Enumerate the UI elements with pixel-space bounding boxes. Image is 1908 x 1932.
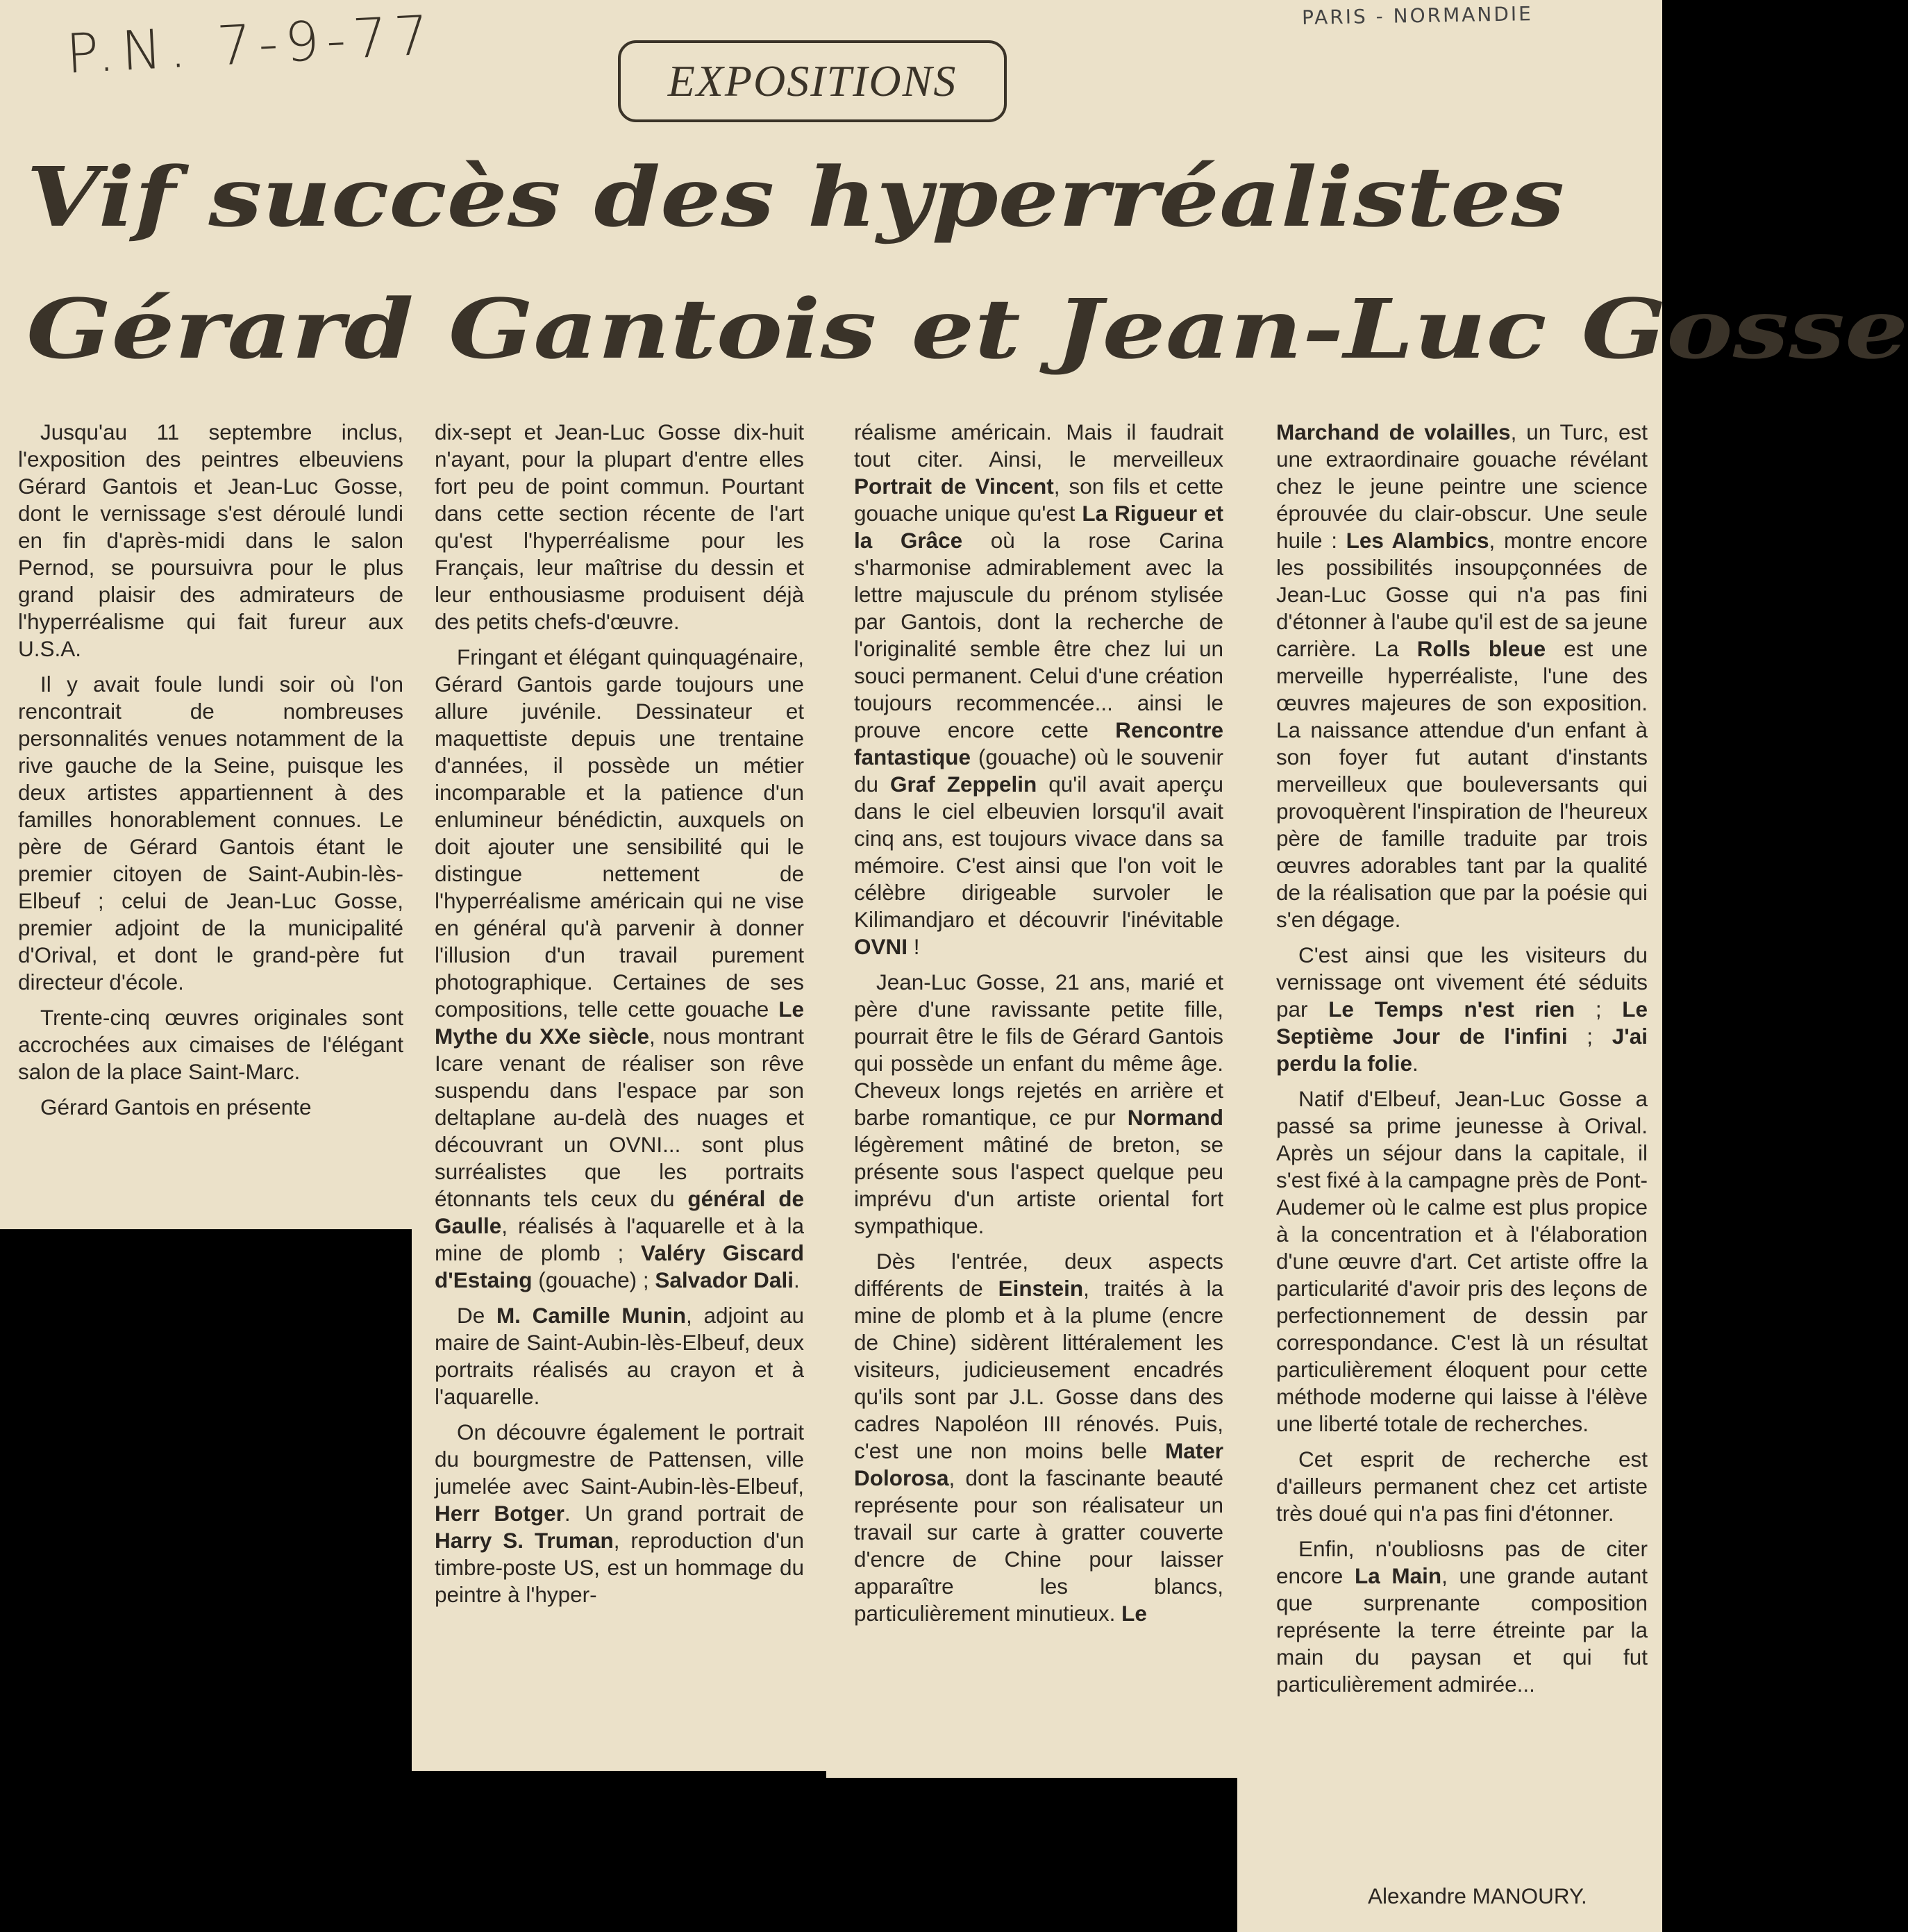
paragraph-text: , une grande autant que surprenante composition représente la terre étreinte par la main du paysan et qui fut particulièrement admirée... (1276, 1563, 1648, 1697)
article-paragraph (1276, 1535, 1648, 1698)
artwork-title: Le Temps n'est rien (1328, 997, 1575, 1022)
paragraph-text: , adjoint au maire de Saint-Aubin-lès-Elbeuf, deux portraits réalisés au crayon et à l'aquarelle. (435, 1303, 804, 1409)
article-column-3 (854, 419, 1223, 1635)
article-paragraph (1276, 1085, 1648, 1438)
article-paragraph (18, 671, 403, 996)
artwork-title: La Rigueur et la Grâce (854, 501, 1223, 553)
paragraph-text: Il y avait foule lundi soir où l'on rencontrait de nombreuses personnalités venues notamment de la rive gauche de la Seine, puisque les deux artistes appartiennent à des familles honorablement connues. Le père de Gérard Gantois étant le premier citoyen de Saint-Aubin-lès-Elbeuf ; celui de Jean-Luc Gosse, premier adjoint de la municipalité d'Orival, et dont le grand-père fut directeur d'école. (18, 672, 403, 994)
artwork-title: Harry S. Truman (435, 1528, 614, 1553)
paragraph-text: Natif d'Elbeuf, Jean-Luc Gosse a passé sa prime jeunesse à Orival. Après un séjour dans la capitale, il s'est fixé à la campagne près de Pont-Audemer où le calme est plus propice à la concentration et à l'élaboration d'une œuvre d'art. Cet artiste offre la particularité d'avoir pris des leçons de perfectionnement de dessin par correspondance. C'est là un résultat particulièrement éloquent pour cette méthode moderne qui laisse à l'élève une liberté totale de recherches. (1276, 1086, 1648, 1436)
paragraph-text: , traités à la mine de plomb et à la plume (encre de Chine) sidèrent littéralement les visiteurs, judicieusement encadrés qu'ils sont par J.L. Gosse dans des cadres Napoléon III rénovés. Puis, c'est une non moins belle (854, 1276, 1223, 1463)
article-column-2 (435, 419, 804, 1617)
artwork-title: OVNI (854, 934, 908, 959)
artwork-title: Normand (1127, 1105, 1223, 1130)
paragraph-text: légèrement mâtiné de breton, se présente sous l'aspect quelque peu imprévu d'un artiste oriental fort sympathique. (854, 1132, 1223, 1238)
paragraph-text: où la rose Carina s'harmonise admirablement avec la lettre majuscule du prénom stylisée par Gantois, dont la recherche de l'originalité semble être chez lui un souci permanent. Celui d'une création toujours recommencée... ainsi le prouve encore cette (854, 528, 1224, 742)
article-paragraph (435, 419, 804, 635)
artwork-title: La Main (1354, 1563, 1442, 1588)
paragraph-text: Enfin, n'oubliosns pas de citer encore (1276, 1536, 1648, 1588)
paragraph-text: Jean-Luc Gosse, 21 ans, marié et père d'une ravissante petite fille, pourrait être le fils de Gérard Gantois qui possède un enfant du même âge. Cheveux longs rejetés en arrière et barbe romantique, ce pur (854, 969, 1223, 1130)
article-paragraph (18, 1094, 403, 1121)
article-paragraph (1276, 1446, 1648, 1527)
article-paragraph (18, 419, 403, 663)
paragraph-text: On découvre également le portrait du bourgmestre de Pattensen, ville jumelée avec Saint-Aubin-lès-Elbeuf, (435, 1419, 804, 1499)
artwork-title: Portrait de Vincent (854, 474, 1054, 499)
article-paragraph (1276, 419, 1648, 933)
paragraph-text: , un Turc, est une extraordinaire gouache révélant chez le jeune peintre une science éprouvée du clair-obscur. Une seule huile : (1276, 419, 1648, 553)
section-rubric: EXPOSITIONS (618, 40, 1007, 122)
artwork-title: Rencontre fantastique (854, 717, 1223, 769)
paragraph-text: , dont la fascinante beauté représente pour son réalisateur un travail sur carte à gratter couverte d'encre de Chine pour laisser apparaître les blancs, particulièrement minutieux. (854, 1465, 1223, 1626)
paragraph-text: ; (1575, 997, 1623, 1022)
article-paragraph (435, 644, 804, 1294)
article-column-4 (1276, 419, 1648, 1706)
artwork-title: Mater Dolorosa (854, 1438, 1223, 1490)
paragraph-text: C'est ainsi que les visiteurs du vernissage ont vivement été séduits par (1276, 942, 1648, 1022)
paragraph-text: dix-sept et Jean-Luc Gosse dix-huit n'ayant, pour la plupart d'entre elles fort peu de point commun. Pourtant dans cette section récente de l'art qu'est l'hyperréalisme pour les Français, leur maîtrise du dessin et leur enthousiasme produisent déjà des petits chefs-d'œuvre. (435, 419, 804, 634)
artwork-title: J'ai perdu la folie (1276, 1024, 1648, 1076)
paragraph-text: . (1412, 1051, 1419, 1076)
article-paragraph (854, 419, 1223, 960)
paragraph-text: Gérard Gantois en présente (40, 1094, 312, 1119)
paragraph-text: . (793, 1267, 800, 1292)
paragraph-text: , reproduction d'un timbre-poste US, est un hommage du peintre à l'hyper- (435, 1528, 804, 1607)
paragraph-text: , nous montrant Icare venant de réaliser son rêve suspendu dans l'espace par son deltaplane au-delà des nuages et découvrant un OVNI... sont plus surréalistes que les portraits étonnants tels ceux du (435, 1024, 804, 1211)
paragraph-text: , son fils et cette gouache unique qu'est (854, 474, 1223, 526)
paragraph-text: , réalisés à l'aquarelle et à la mine de plomb ; (435, 1213, 804, 1265)
artwork-title: Salvador Dali (655, 1267, 794, 1292)
artwork-title: Graf Zeppelin (890, 772, 1037, 797)
artwork-title: Marchand de volailles (1276, 419, 1511, 444)
paragraph-text: qu'il avait aperçu dans le ciel elbeuvien lorsqu'il avait cinq ans, est toujours vivace dans sa mémoire. C'est ainsi que l'on voit le célèbre dirigeable survoler le Kilimandjaro et découvrir l'inévitable (854, 772, 1223, 932)
paragraph-text: réalisme américain. Mais il faudrait tout citer. Ainsi, le merveilleux (854, 419, 1223, 472)
artwork-title: général de Gaulle (435, 1186, 804, 1238)
article-paragraph (1276, 942, 1648, 1077)
headline-line-1: Vif succès des hyperréalistes (26, 149, 1565, 245)
paragraph-text: De (457, 1303, 496, 1328)
article-paragraph (18, 1004, 403, 1085)
author-signature: Alexandre MANOURY. (1368, 1883, 1587, 1908)
artwork-title: Le Mythe du XXe siècle (435, 997, 804, 1049)
paragraph-text: Jusqu'au 11 septembre inclus, l'exposition des peintres elbeuviens Gérard Gantois et Jean-Luc Gosse, dont le vernissage s'est déroulé lundi en fin d'après-midi dans le salon Pernod, se poursuivra pour le plus grand plaisir des admirateurs de l'hyperréalisme qui fait fureur aux U.S.A. (18, 419, 403, 661)
paragraph-text: Trente-cinq œuvres originales sont accrochées aux cimaises de l'élégant salon de la place Saint-Marc. (18, 1005, 403, 1084)
artwork-title: Valéry Giscard d'Estaing (435, 1240, 804, 1292)
artwork-title: Les Alambics (1346, 528, 1489, 553)
article-paragraph (435, 1302, 804, 1410)
paragraph-text: (gouache) où le souvenir du (854, 744, 1223, 797)
artwork-title: Rolls bleue (1416, 636, 1546, 661)
handwritten-date: P.N. 7-9-77 (65, 4, 437, 86)
paragraph-text: . Un grand portrait de (564, 1501, 804, 1526)
headline-line-2: Gérard Gantois et Jean-Luc Gosse (26, 281, 1908, 377)
artwork-title: Le (1121, 1601, 1147, 1626)
article-paragraph (435, 1419, 804, 1608)
paragraph-text: , montre encore les possibilités insoupçonnées de Jean-Luc Gosse qui n'a pas fini d'étonner à l'aube qu'il est de sa jeune carrière. La (1276, 528, 1648, 661)
handwritten-source: PARIS - NORMANDIE (1301, 2, 1534, 29)
paragraph-text: ! (907, 934, 920, 959)
artwork-title: Herr Botger (435, 1501, 564, 1526)
artwork-title: M. Camille Munin (496, 1303, 687, 1328)
artwork-title: Einstein (998, 1276, 1084, 1301)
paragraph-text: est une merveille hyperréaliste, l'une des œuvres majeures de son exposition. La naissance attendue d'un enfant à son foyer fut autant d'instants merveilleux que bouleversants qui provoquèrent l'inspiration de l'heureux père de famille traduite par trois œuvres adorables tant par la qualité de la réalisation que par la poésie qui s'en dégage. (1276, 636, 1648, 932)
paragraph-text: Fringant et élégant quinquagénaire, Gérard Gantois garde toujours une allure juvénile. Dessinateur et maquettiste depuis une trentaine d'années, il possède un métier incomparable et la patience d'un enlumineur bénédictin, auxquels on doit ajouter une sensibilité qui le distingue nettement de l'hyperréalisme américain qui ne vise en général qu'à parvenir à donner l'illusion d'un travail purement photographique. Certaines de ses compositions, telle cette gouache (435, 644, 804, 1022)
paragraph-text: Dès l'entrée, deux aspects différents de (854, 1249, 1223, 1301)
article-column-1 (18, 419, 403, 1129)
paragraph-text: (gouache) ; (532, 1267, 655, 1292)
article-paragraph (854, 1248, 1223, 1627)
paragraph-text: ; (1567, 1024, 1612, 1049)
paragraph-text: Cet esprit de recherche est d'ailleurs permanent chez cet artiste très doué qui n'a pas fini d'étonner. (1276, 1447, 1648, 1526)
artwork-title: Le Septième Jour de l'infini (1276, 997, 1648, 1049)
article-paragraph (854, 969, 1223, 1240)
